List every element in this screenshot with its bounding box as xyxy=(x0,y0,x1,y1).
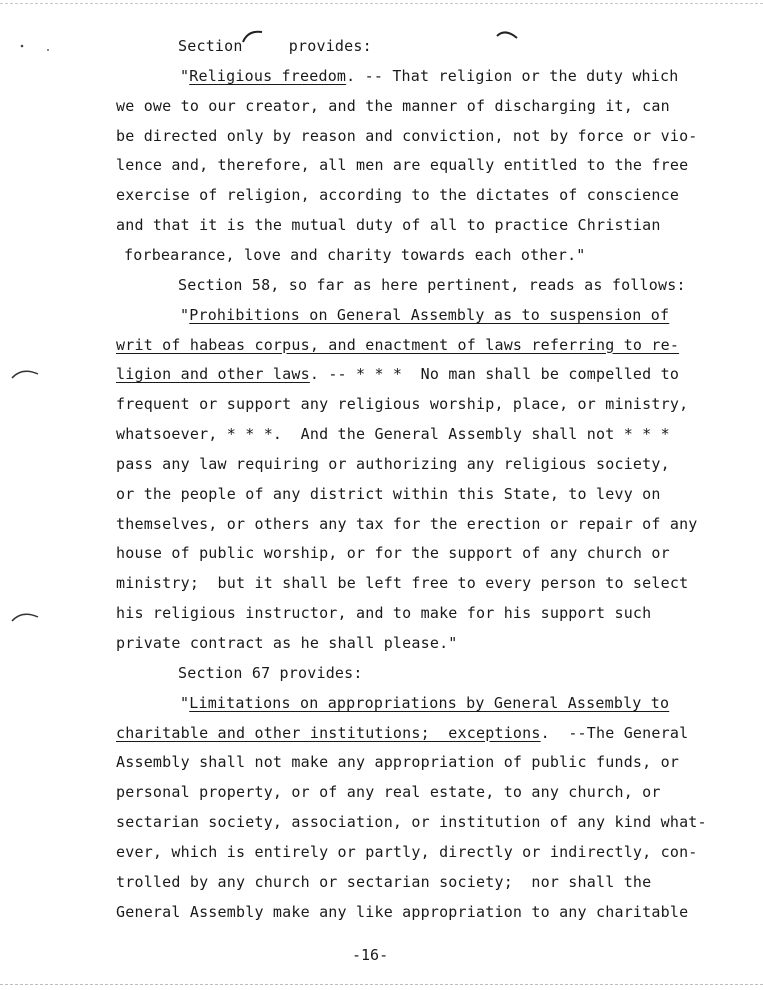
line-text: Section 58, so far as here pertinent, reads as follows: xyxy=(178,275,686,294)
text-line xyxy=(116,215,661,235)
text-line xyxy=(116,633,458,653)
underlined-text: writ of habeas corpus, and enactment of laws referring to re- xyxy=(116,335,680,354)
scan-mark xyxy=(10,366,40,382)
line-text: pass any law requiring or authorizing any religious society, xyxy=(116,454,670,473)
line-text: Section 67 provides: xyxy=(178,663,363,682)
line-text: themselves, or others any tax for the erection or repair of any xyxy=(116,514,698,533)
underlined-text: Religious freedom xyxy=(189,66,347,85)
text-line xyxy=(178,36,372,56)
line-text: . -- That religion or the duty which xyxy=(346,66,679,85)
line-text: " xyxy=(180,66,190,85)
text-line xyxy=(180,693,669,713)
line-text: ever, which is entirely or partly, directly or indirectly, con- xyxy=(116,842,698,861)
line-text: frequent or support any religious worship, place, or ministry, xyxy=(116,395,689,414)
page-number: -16- xyxy=(352,946,389,964)
text-line xyxy=(116,514,698,534)
text-line xyxy=(116,872,651,892)
line-text: Section xyxy=(178,37,252,55)
text-line xyxy=(116,335,679,355)
line-text: General Assembly make any like appropriation to any charitable xyxy=(116,902,689,921)
text-line xyxy=(116,155,688,175)
text-line xyxy=(116,424,670,444)
line-text: or the people of any district within this State, to levy on xyxy=(116,484,661,503)
line-text: forbearance, love and charity towards each other." xyxy=(124,245,586,264)
line-text: " xyxy=(180,693,190,712)
line-text: house of public worship, or for the support of any church or xyxy=(116,544,670,563)
line-text: lence and, therefore, all men are equally entitled to the free xyxy=(116,156,689,175)
text-line xyxy=(178,663,363,683)
line-text: provides: xyxy=(251,37,372,55)
text-line xyxy=(116,185,679,205)
text-line xyxy=(178,275,686,295)
text-line xyxy=(116,902,688,922)
line-text: ministry; but it shall be left free to every person to select xyxy=(116,574,689,593)
text-line xyxy=(180,66,678,86)
text-line xyxy=(116,812,707,832)
line-text: sectarian society, association, or institution of any kind what- xyxy=(116,813,707,832)
line-text: trolled by any church or sectarian society; nor shall the xyxy=(116,872,652,891)
text-line xyxy=(116,126,698,146)
line-text: personal property, or of any real estate, to any church, or xyxy=(116,783,661,802)
underlined-text: ligion and other laws xyxy=(116,365,310,384)
text-line xyxy=(116,573,688,593)
line-text: be directed only by reason and conviction, not by force or vio- xyxy=(116,126,698,145)
scan-mark xyxy=(495,26,521,46)
text-line xyxy=(124,245,586,265)
line-text: Assembly shall not make any appropriation of public funds, or xyxy=(116,753,680,772)
text-line xyxy=(116,842,698,862)
text-line xyxy=(116,543,670,563)
line-text: private contract as he shall please." xyxy=(116,634,458,652)
text-line xyxy=(116,96,670,116)
line-text: . --The General xyxy=(540,723,689,742)
text-line xyxy=(116,484,661,504)
bottom-edge xyxy=(0,984,763,985)
text-line xyxy=(180,305,669,325)
scan-mark xyxy=(18,38,58,58)
text-line xyxy=(116,603,651,623)
text-line xyxy=(116,454,670,474)
line-text: we owe to our creator, and the manner of discharging it, can xyxy=(116,96,670,115)
text-line xyxy=(116,364,679,384)
underlined-text: Limitations on appropriations by General Assembly to xyxy=(189,693,670,712)
line-text: exercise of religion, according to the dictates of conscience xyxy=(116,186,680,205)
underlined-text: charitable and other institutions; exceptions xyxy=(116,723,541,742)
top-edge xyxy=(0,3,763,4)
text-line xyxy=(116,752,679,772)
text-line xyxy=(116,394,688,414)
scan-mark xyxy=(240,28,270,56)
text-line xyxy=(116,723,688,743)
line-text: " xyxy=(180,305,190,324)
underlined-text: Prohibitions on General Assembly as to suspension of xyxy=(189,305,670,324)
line-text: . -- * * * No man shall be compelled to xyxy=(309,365,680,384)
line-text: his religious instructor, and to make for his support such xyxy=(116,604,652,623)
line-text: and that it is the mutual duty of all to practice Christian xyxy=(116,216,661,235)
scan-mark xyxy=(10,609,40,625)
line-text: whatsoever, * * *. And the General Assembly shall not * * * xyxy=(116,425,670,444)
text-line xyxy=(116,782,661,802)
